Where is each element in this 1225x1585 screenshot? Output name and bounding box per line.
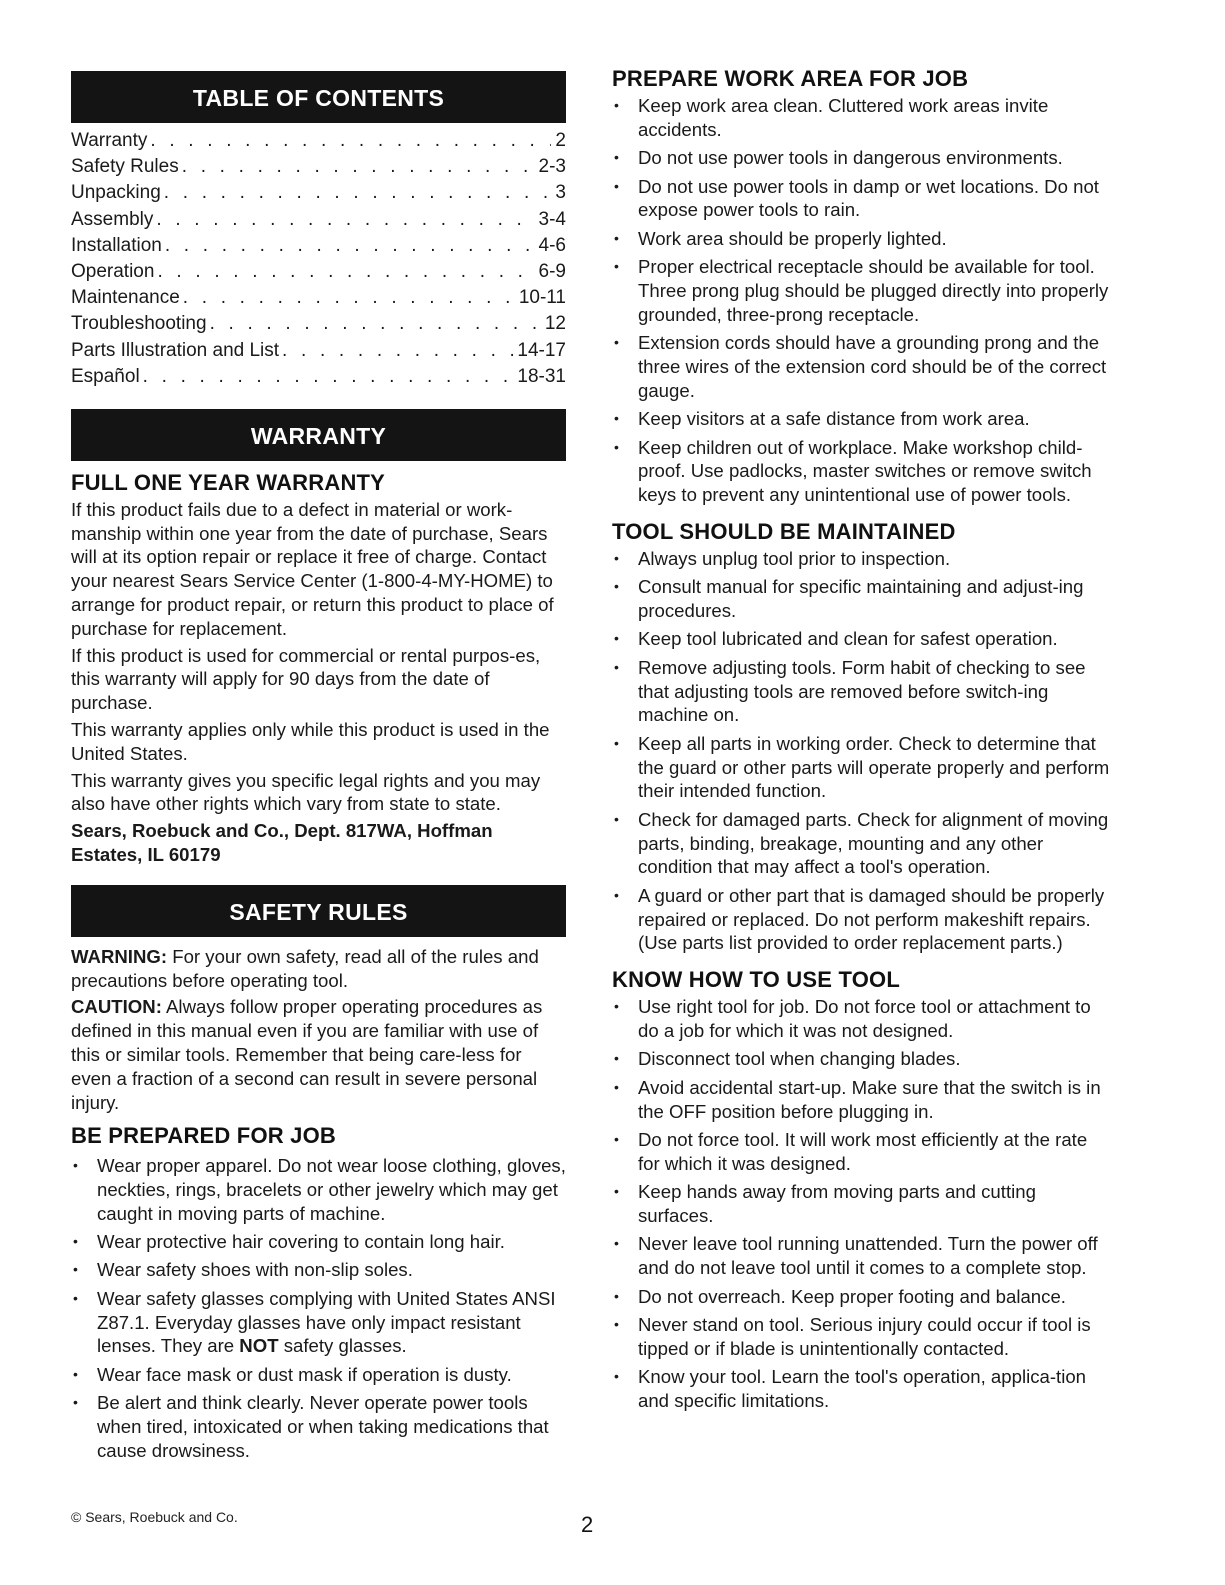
toc-label: Assembly xyxy=(71,208,154,230)
toc-page: 3 xyxy=(555,182,566,204)
warranty-address: Sears, Roebuck and Co., Dept. 817WA, Hoffman Estates, IL 60179 xyxy=(71,820,493,866)
toc-row[interactable] xyxy=(71,207,566,233)
list-item: • Wear proper apparel. Do not wear loose clothing, gloves, neckties, rings, bracelets or other jewelry which may get caught in moving parts of machine. xyxy=(71,1154,566,1225)
copyright-notice: © Sears, Roebuck and Co. xyxy=(71,1509,238,1525)
toc-leader xyxy=(147,128,551,154)
toc-page: 10-11 xyxy=(518,287,566,309)
warranty-banner: WARRANTY xyxy=(71,409,566,461)
page-number: 2 xyxy=(581,1512,594,1537)
toc-leader xyxy=(154,259,534,285)
list-item: • Extension cords should have a grounding prong and the three wires of the extension cord should be of the correct gauge. xyxy=(612,331,1112,402)
list-item: • Do not overreach. Keep proper footing and balance. xyxy=(612,1285,1112,1309)
toc-page: 14-17 xyxy=(517,339,566,361)
list-item: • Work area should be properly lighted. xyxy=(612,227,1112,251)
toc-label: Español xyxy=(71,365,140,387)
list-item: • Wear face mask or dust mask if operation is dusty. xyxy=(71,1363,566,1387)
maintained-list xyxy=(612,547,1112,955)
list-item: • A guard or other part that is damaged should be properly repaired or replaced. Do not perform makeshift repairs. (Use parts list provided to order replacement parts.) xyxy=(612,884,1112,955)
toc-banner: TABLE OF CONTENTS xyxy=(71,71,566,123)
warranty-paragraph: This warranty applies only while this product is used in the United States. xyxy=(71,719,550,764)
toc-leader xyxy=(180,285,515,311)
toc-leader xyxy=(279,338,513,364)
know-tool-heading: KNOW HOW TO USE TOOL xyxy=(612,967,900,993)
toc-row[interactable] xyxy=(71,180,566,206)
toc-page: 12 xyxy=(544,313,566,335)
list-item: • Keep hands away from moving parts and cutting surfaces. xyxy=(612,1180,1112,1228)
list-item: • Proper electrical receptacle should be available for tool. Three prong plug should be plugged directly into properly grounded, three-prong receptacle. xyxy=(612,255,1112,326)
toc-label: Troubleshooting xyxy=(71,313,207,335)
list-item: • Remove adjusting tools. Form habit of checking to see that adjusting tools are removed before switch-ing machine on. xyxy=(612,656,1112,727)
list-item-text: Wear safety glasses complying with United States ANSI Z87.1. Everyday glasses have only impact resistant lenses. They are xyxy=(97,1287,556,1357)
toc-row[interactable] xyxy=(71,154,566,180)
toc-leader xyxy=(153,207,534,233)
list-item: • Never stand on tool. Serious injury could occur if tool is tipped or if blade is unintentionally contacted. xyxy=(612,1313,1112,1361)
right-column xyxy=(612,66,1112,1413)
be-prepared-list xyxy=(71,1154,566,1463)
warning-label: WARNING: xyxy=(71,945,168,967)
toc-page: 18-31 xyxy=(517,365,566,387)
toc-label: Safety Rules xyxy=(71,156,179,178)
list-item: • Check for damaged parts. Check for alignment of moving parts, binding, breakage, mounting and any other condition that may affect a tool's operation. xyxy=(612,808,1112,879)
list-item-emphasis: NOT xyxy=(239,1335,279,1357)
left-column xyxy=(71,71,566,1463)
table-of-contents xyxy=(71,128,566,390)
list-item xyxy=(71,1287,566,1358)
list-item: • Use right tool for job. Do not force tool or attachment to do a job for which it was not designed. xyxy=(612,995,1112,1043)
toc-leader xyxy=(161,180,552,206)
list-item: • Keep work area clean. Cluttered work areas invite accidents. xyxy=(612,94,1112,142)
list-item: • Wear safety shoes with non-slip soles. xyxy=(71,1258,566,1282)
list-item: • Do not use power tools in dangerous environments. xyxy=(612,146,1112,170)
warranty-heading: FULL ONE YEAR WARRANTY xyxy=(71,469,386,495)
maintained-heading: TOOL SHOULD BE MAINTAINED xyxy=(612,518,956,544)
caution-label: CAUTION: xyxy=(71,996,162,1018)
toc-row[interactable] xyxy=(71,364,566,390)
list-item: • Never leave tool running unattended. Turn the power off and do not leave tool until it comes to a complete stop. xyxy=(612,1232,1112,1280)
safety-banner: SAFETY RULES xyxy=(71,885,566,937)
list-item: • Disconnect tool when changing blades. xyxy=(612,1047,1112,1071)
list-item-text: safety glasses. xyxy=(278,1335,407,1357)
caution-paragraph xyxy=(71,995,566,1114)
toc-row[interactable] xyxy=(71,233,566,259)
warranty-paragraph: If this product fails due to a defect in material or work-manship within one year from the date of purchase, Sears will at its option repair or replace it free of charge. Contact your nearest Sears Service Center (1-800-4-MY-HOME) to arrange for product repair, or return this product to place of purchase for replacement. xyxy=(71,498,554,639)
toc-row[interactable] xyxy=(71,259,566,285)
list-item: • Be alert and think clearly. Never operate power tools when tired, intoxicated or when taking medications that cause drowsiness. xyxy=(71,1391,566,1462)
list-item: • Avoid accidental start-up. Make sure that the switch is in the OFF position before plugging in. xyxy=(612,1076,1112,1124)
toc-label: Installation xyxy=(71,234,162,256)
list-item: • Keep visitors at a safe distance from work area. xyxy=(612,407,1112,431)
toc-page: 3-4 xyxy=(538,208,566,230)
list-item: • Keep tool lubricated and clean for safest operation. xyxy=(612,627,1112,651)
list-item: • Consult manual for specific maintaining and adjust-ing procedures. xyxy=(612,575,1112,623)
toc-leader xyxy=(162,233,535,259)
list-item: • Keep all parts in working order. Check to determine that the guard or other parts will operate properly and perform their intended function. xyxy=(612,732,1112,803)
toc-row[interactable] xyxy=(71,311,566,337)
prepare-area-list xyxy=(612,94,1112,507)
warranty-paragraph: This warranty gives you specific legal rights and you may also have other rights which vary from state to state. xyxy=(71,769,541,815)
toc-leader xyxy=(140,364,514,390)
toc-label: Maintenance xyxy=(71,287,180,309)
caution-text: Always follow proper operating procedures as defined in this manual even if you are familiar with use of this or similar tools. Remember that being care-less for even a fraction of a second can result in severe personal injury. xyxy=(71,996,543,1113)
toc-label: Operation xyxy=(71,260,155,282)
list-item: • Always unplug tool prior to inspection. xyxy=(612,547,1112,571)
toc-row[interactable] xyxy=(71,128,566,154)
toc-page: 2 xyxy=(555,130,566,151)
list-item: • Wear protective hair covering to contain long hair. xyxy=(71,1230,566,1254)
toc-row[interactable] xyxy=(71,285,566,311)
list-item: • Know your tool. Learn the tool's operation, applica-tion and specific limitations. xyxy=(612,1365,1112,1413)
prepare-area-heading: PREPARE WORK AREA FOR JOB xyxy=(612,66,969,91)
toc-row[interactable] xyxy=(71,338,566,364)
toc-page: 6-9 xyxy=(538,260,566,282)
toc-leader xyxy=(179,154,535,180)
warranty-paragraph: If this product is used for commercial or rental purpos-es, this warranty will apply for 90 days from the date of purchase. xyxy=(71,644,541,714)
list-item: • Do not force tool. It will work most efficiently at the rate for which it was designed. xyxy=(612,1128,1112,1176)
warning-paragraph xyxy=(71,945,566,993)
know-tool-list xyxy=(612,995,1112,1413)
toc-label: Unpacking xyxy=(71,182,161,204)
toc-label: Warranty xyxy=(71,130,148,151)
toc-leader xyxy=(207,311,541,337)
list-item: • Do not use power tools in damp or wet locations. Do not expose power tools to rain. xyxy=(612,175,1112,223)
toc-page: 4-6 xyxy=(538,234,566,256)
warning-text: For your own safety, read all of the rules and precautions before operating tool. xyxy=(71,945,539,991)
toc-page: 2-3 xyxy=(538,156,566,178)
toc-label: Parts Illustration and List xyxy=(71,339,280,361)
list-item: • Keep children out of workplace. Make workshop child-proof. Use padlocks, master switches or remove switch keys to prevent any unintentional use of power tools. xyxy=(612,436,1112,507)
be-prepared-heading: BE PREPARED FOR JOB xyxy=(71,1123,336,1149)
